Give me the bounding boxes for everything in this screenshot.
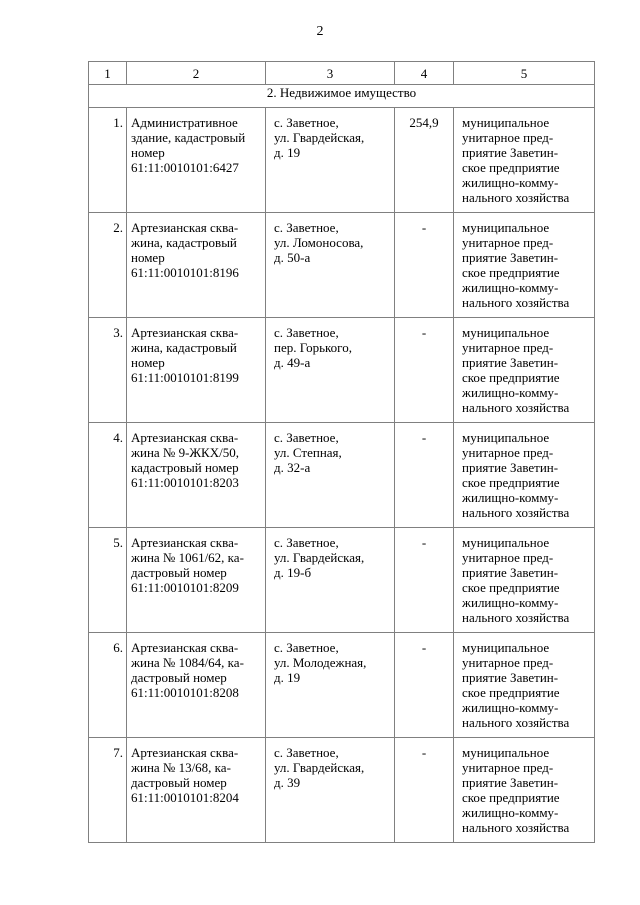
row-number-cell: 2.: [89, 213, 127, 318]
holder-line: жилищно-комму-: [462, 805, 559, 820]
holder-line: муниципальное: [462, 115, 550, 130]
holder-line: ское предприятие: [462, 790, 560, 805]
object-name-line: Артезианская сква-: [131, 430, 239, 445]
holder-line: приятие Заветин-: [462, 460, 559, 475]
object-name-line: дастровый номер: [131, 775, 227, 790]
address-line: д. 19: [274, 670, 301, 685]
object-name-line: 61:11:0010101:8208: [131, 685, 239, 700]
row-number-cell: 5.: [89, 528, 127, 633]
object-name-line: номер: [131, 145, 165, 160]
address-line: ул. Степная,: [274, 445, 342, 460]
area-cell: -: [395, 318, 454, 423]
address-line: с. Заветное,: [274, 640, 339, 655]
address-cell: [266, 108, 395, 213]
object-name-cell: [127, 633, 266, 738]
area-cell: 254,9: [395, 108, 454, 213]
property-table: [88, 61, 595, 843]
holder-line: приятие Заветин-: [462, 775, 559, 790]
holder-line: нального хозяйства: [462, 505, 570, 520]
address-line: д. 50-а: [274, 250, 311, 265]
address-line: д. 32-а: [274, 460, 311, 475]
address-cell: [266, 633, 395, 738]
area-cell: -: [395, 633, 454, 738]
address-cell: [266, 528, 395, 633]
address-line: с. Заветное,: [274, 220, 339, 235]
object-name-cell: [127, 423, 266, 528]
holder-line: муниципальное: [462, 745, 550, 760]
object-name-line: здание, кадастровый: [131, 130, 246, 145]
column-header: 4: [395, 62, 454, 85]
holder-line: унитарное пред-: [462, 340, 554, 355]
address-line: ул. Ломоносова,: [274, 235, 364, 250]
column-header: 3: [266, 62, 395, 85]
address-line: с. Заветное,: [274, 115, 339, 130]
holder-line: муниципальное: [462, 430, 550, 445]
holder-line: жилищно-комму-: [462, 175, 559, 190]
row-number-cell: 1.: [89, 108, 127, 213]
object-name-cell: [127, 528, 266, 633]
holder-line: унитарное пред-: [462, 130, 554, 145]
address-cell: [266, 213, 395, 318]
holder-cell: [454, 108, 595, 213]
object-name-line: 61:11:0010101:8209: [131, 580, 239, 595]
address-line: ул. Гвардейская,: [274, 130, 365, 145]
column-number-row: [89, 62, 595, 85]
holder-line: ское предприятие: [462, 475, 560, 490]
table-row: [89, 633, 595, 738]
holder-line: нального хозяйства: [462, 400, 570, 415]
address-line: д. 19-б: [274, 565, 312, 580]
holder-line: приятие Заветин-: [462, 250, 559, 265]
holder-line: унитарное пред-: [462, 445, 554, 460]
holder-line: нального хозяйства: [462, 715, 570, 730]
object-name-line: 61:11:0010101:8199: [131, 370, 239, 385]
object-name-line: 61:11:0010101:8204: [131, 790, 239, 805]
holder-line: нального хозяйства: [462, 820, 570, 835]
object-name-line: Артезианская сква-: [131, 220, 239, 235]
address-line: с. Заветное,: [274, 745, 339, 760]
object-name-cell: [127, 738, 266, 843]
holder-line: жилищно-комму-: [462, 385, 559, 400]
address-line: д. 19: [274, 145, 301, 160]
holder-line: унитарное пред-: [462, 235, 554, 250]
holder-line: жилищно-комму-: [462, 490, 559, 505]
holder-line: ское предприятие: [462, 580, 560, 595]
address-line: с. Заветное,: [274, 430, 339, 445]
address-line: с. Заветное,: [274, 325, 339, 340]
address-line: пер. Горького,: [274, 340, 352, 355]
holder-line: нального хозяйства: [462, 295, 570, 310]
holder-cell: [454, 738, 595, 843]
column-header: 2: [127, 62, 266, 85]
holder-line: ское предприятие: [462, 685, 560, 700]
holder-line: приятие Заветин-: [462, 355, 559, 370]
holder-cell: [454, 318, 595, 423]
object-name-line: жина № 1061/62, ка-: [131, 550, 244, 565]
object-name-line: номер: [131, 355, 165, 370]
object-name-cell: [127, 108, 266, 213]
area-cell: -: [395, 738, 454, 843]
holder-line: приятие Заветин-: [462, 145, 559, 160]
address-cell: [266, 738, 395, 843]
object-name-line: Артезианская сква-: [131, 745, 239, 760]
area-cell: -: [395, 213, 454, 318]
object-name-line: жина № 1084/64, ка-: [131, 655, 244, 670]
row-number-cell: 6.: [89, 633, 127, 738]
holder-line: ское предприятие: [462, 160, 560, 175]
object-name-line: Артезианская сква-: [131, 640, 239, 655]
holder-line: ское предприятие: [462, 265, 560, 280]
address-cell: [266, 318, 395, 423]
section-title: 2. Недвижимое имущество: [89, 85, 595, 108]
holder-line: приятие Заветин-: [462, 670, 559, 685]
column-header: 1: [89, 62, 127, 85]
table-row: [89, 738, 595, 843]
holder-line: унитарное пред-: [462, 550, 554, 565]
object-name-line: 61:11:0010101:8196: [131, 265, 239, 280]
table-row: [89, 318, 595, 423]
object-name-line: жина № 9-ЖКХ/50,: [131, 445, 239, 460]
address-cell: [266, 423, 395, 528]
object-name-line: 61:11:0010101:6427: [131, 160, 239, 175]
address-line: ул. Молодежная,: [274, 655, 367, 670]
address-line: с. Заветное,: [274, 535, 339, 550]
table-row: [89, 423, 595, 528]
holder-line: унитарное пред-: [462, 655, 554, 670]
holder-line: унитарное пред-: [462, 760, 554, 775]
row-number-cell: 7.: [89, 738, 127, 843]
holder-cell: [454, 423, 595, 528]
object-name-line: номер: [131, 250, 165, 265]
object-name-line: Административное: [131, 115, 238, 130]
holder-line: приятие Заветин-: [462, 565, 559, 580]
table-row: [89, 528, 595, 633]
holder-line: жилищно-комму-: [462, 595, 559, 610]
object-name-line: жина, кадастровый: [131, 235, 237, 250]
page-number: 2: [316, 24, 324, 39]
holder-cell: [454, 528, 595, 633]
address-line: д. 39: [274, 775, 301, 790]
object-name-line: дастровый номер: [131, 565, 227, 580]
column-header: 5: [454, 62, 595, 85]
holder-line: нального хозяйства: [462, 610, 570, 625]
object-name-cell: [127, 213, 266, 318]
object-name-line: кадастровый номер: [131, 460, 239, 475]
holder-line: жилищно-комму-: [462, 280, 559, 295]
holder-line: муниципальное: [462, 640, 550, 655]
holder-line: нального хозяйства: [462, 190, 570, 205]
object-name-line: жина № 13/68, ка-: [131, 760, 231, 775]
object-name-line: 61:11:0010101:8203: [131, 475, 239, 490]
object-name-line: Артезианская сква-: [131, 535, 239, 550]
area-cell: -: [395, 528, 454, 633]
holder-line: муниципальное: [462, 325, 550, 340]
holder-cell: [454, 213, 595, 318]
address-line: д. 49-а: [274, 355, 311, 370]
address-line: ул. Гвардейская,: [274, 550, 365, 565]
holder-line: муниципальное: [462, 535, 550, 550]
holder-cell: [454, 633, 595, 738]
holder-line: муниципальное: [462, 220, 550, 235]
address-line: ул. Гвардейская,: [274, 760, 365, 775]
table-row: [89, 108, 595, 213]
holder-line: ское предприятие: [462, 370, 560, 385]
object-name-line: дастровый номер: [131, 670, 227, 685]
object-name-line: жина, кадастровый: [131, 340, 237, 355]
object-name-cell: [127, 318, 266, 423]
section-row: [89, 85, 595, 108]
table-row: [89, 213, 595, 318]
row-number-cell: 4.: [89, 423, 127, 528]
row-number-cell: 3.: [89, 318, 127, 423]
area-cell: -: [395, 423, 454, 528]
holder-line: жилищно-комму-: [462, 700, 559, 715]
object-name-line: Артезианская сква-: [131, 325, 239, 340]
